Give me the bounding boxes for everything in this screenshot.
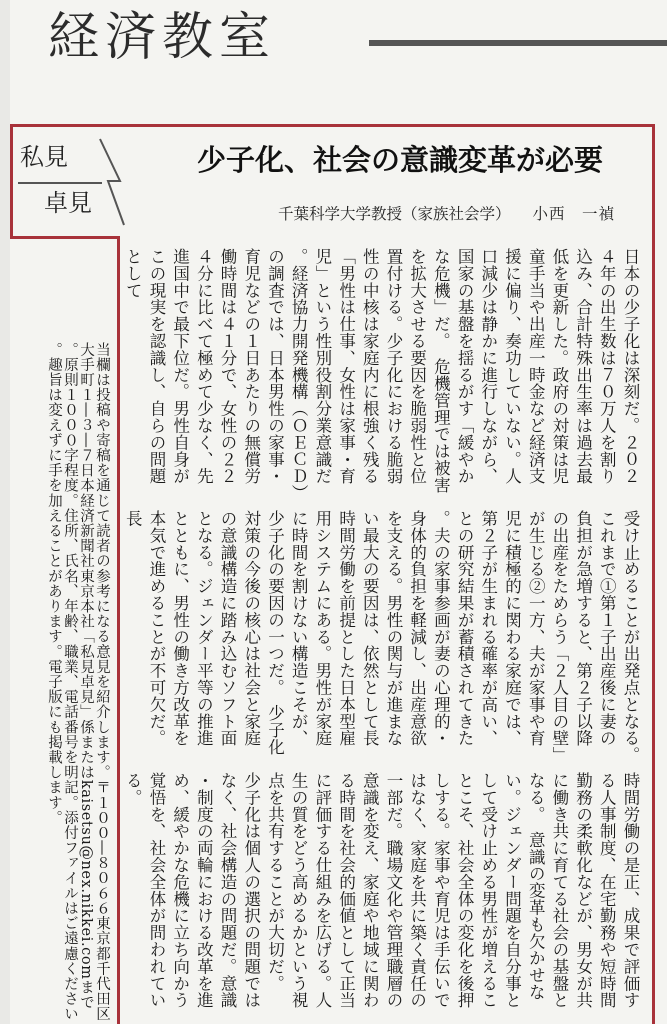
article-frame-step: [10, 236, 120, 239]
article-byline: [278, 202, 615, 224]
article-body-block-1: 日本の少子化は深刻だ。２０２４年の出生数は７０万人を割り込み、合計特殊出生率は過去最低を更新した。政府の対策は児童手当や出産一時金など経済支援に偏り、奏功していない。人口減少は静かに進行しながら、国家の基盤を揺るがす「緩やかな危機」だ。 危機管理では被害を拡大させる要因を脆弱性と位置付ける。少子化における脆弱性の中核は家庭内に根強く残る「男性は仕事、女性は家事・育児」という性別役割分業意識だ。経済協力開発機構（ＯＥＣＤ）の調査では、日本男性の家事・育児などの１日あたりの無償労働時間は４１分で、女性の２２４分に比べて極めて少なく、先進国中で最下位だ。男性自身がこの現実を認識し、自らの問題として: [123, 248, 640, 494]
column-label-line1: 私見: [20, 143, 68, 171]
article-body-block-3: 時間労働の是正、成果で評価する人事制度、在宅勤務や短時間勤務の柔軟化などが、男女が共に働き共に育てる社会の基盤となる。 意識の変革も欠かせない。ジェンダー問題を自分事として受け止める男性が増えることこそ、社会全体の変化を後押しする。家事や育児は手伝いではなく、家庭を共に築く責任の一部だ。職場文化や管理職層の意識を変え、家庭や地域に関わる時間を社会的価値として正当に評価する仕組みを広げる。人生の質をどう高めるかという視点を共有することが大切だ。 少子化は個人の選択の問題ではなく、社会構造の問題だ。意識・制度の両輪における改革を進め、緩やかな危機に立ち向かう覚悟を、社会全体が問われている。: [123, 772, 640, 1009]
article-headline: 少子化、社会の意識変革が必要: [196, 143, 603, 177]
column-label-line2: 卓見: [44, 189, 92, 217]
column-label-zigzag: [98, 137, 128, 227]
article-frame-top: [10, 124, 655, 127]
article-frame-divider: [117, 236, 120, 1024]
byline-affiliation: 千葉科学大学教授（家族社会学）: [278, 205, 511, 223]
editor-note: 当欄は投稿や寄稿を通じて読者の参考になる意見を紹介します。〒１００―８０６６東京都千代田区大手町１―３―７日本経済新聞社東京本社「私見卓見」係またはkaisetsu@nex.nikkei.comまで。原則１０００字程度。住所、氏名、年齢、職業、電話番号を明記。添付ファイルはご遠慮ください。趣旨は変えずに手を加えることがあります。電子版にも掲載します。: [46, 342, 110, 1022]
byline-name: 小西 一禎: [532, 205, 616, 223]
section-title-rule: [369, 40, 667, 46]
article-body-block-2: 受け止めることが出発点となる。 これまで①第１子出産後に妻の負担が急増すると、第２子以降の出産をためらう「２人目の壁」が生じる②一方、夫が家事や育児に積極的に関わる家庭では、第２子が生まれる確率が高い、との研究結果が蓄積されてきた。夫の家事参画が妻の心理的・身体的負担を軽減し、出産意欲を支える。男性の関与が進まない最大の要因は、依然として長時間労働を前提とした日本型雇用システムにある。男性が家庭に時間を割けない構造こそが、少子化の要因の一つだ。 少子化対策の今後の核心は社会と家庭の意識構造に踏み込むソフト面となる。ジェンダー平等の推進とともに、男性の働き方改革を本気で進めることが不可欠だ。長: [123, 510, 640, 773]
article-frame-right: [652, 124, 655, 1024]
column-label-rule: [18, 182, 102, 184]
section-title: 経済教室: [48, 8, 277, 67]
page-margin: [0, 0, 10, 1024]
article-frame-left: [10, 124, 13, 239]
